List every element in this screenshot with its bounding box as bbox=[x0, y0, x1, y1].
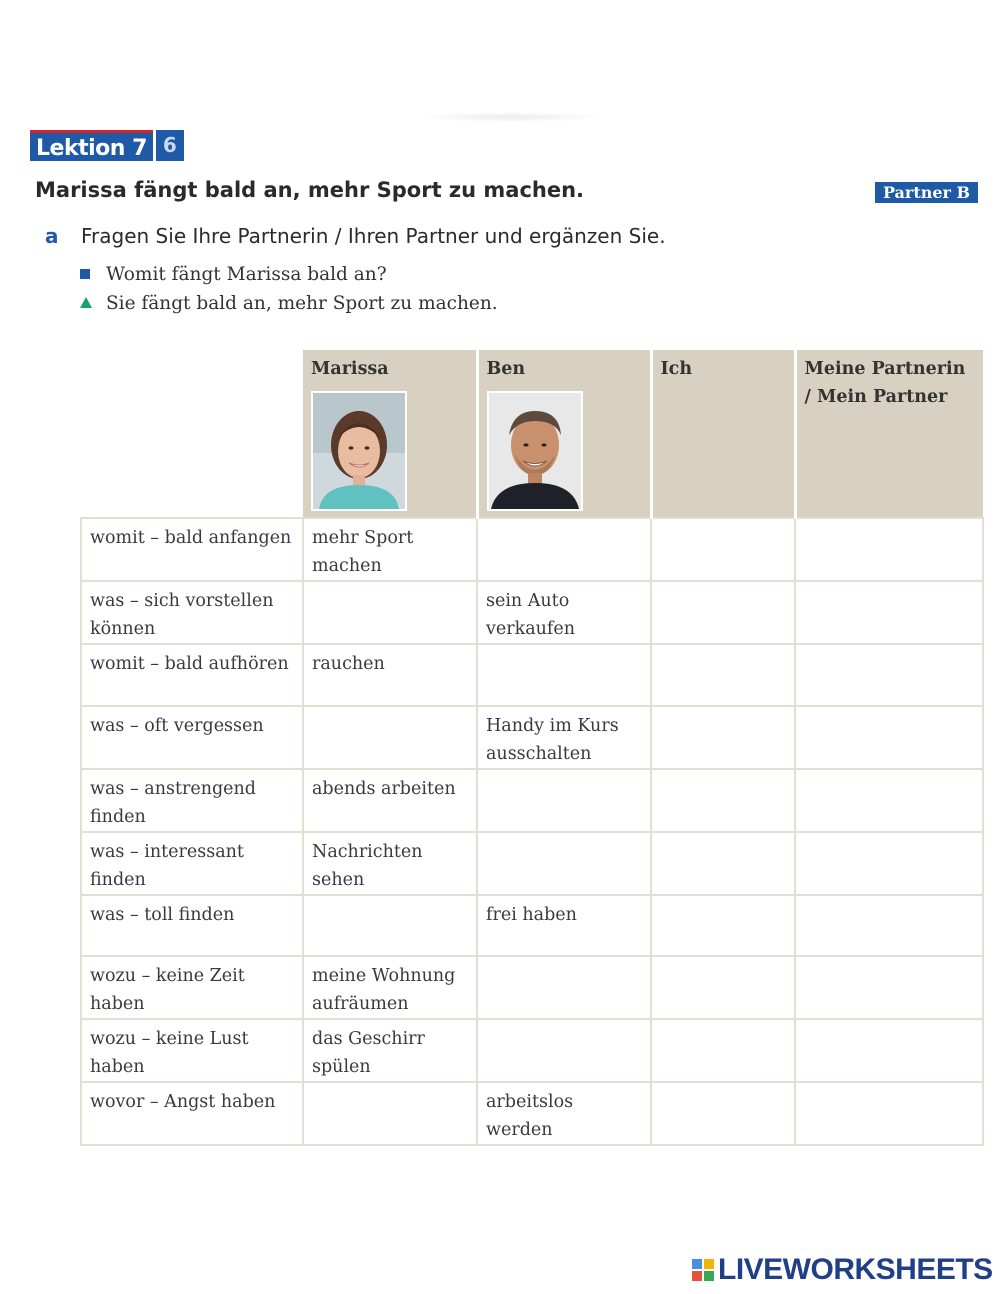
ben-cell: Handy im Kurs ausschalten bbox=[477, 706, 651, 769]
ich-answer-field[interactable] bbox=[651, 1082, 795, 1145]
liveworksheets-logo bbox=[692, 1253, 993, 1287]
marissa-cell: Nachrichten sehen bbox=[303, 832, 477, 895]
ich-answer-field[interactable] bbox=[651, 518, 795, 581]
prompt-cell: was – interessant finden bbox=[81, 832, 303, 895]
ich-answer-field[interactable] bbox=[651, 706, 795, 769]
ben-answer-field[interactable] bbox=[477, 518, 651, 581]
table-row bbox=[81, 832, 983, 895]
header-partner bbox=[795, 350, 983, 518]
ben-answer-field[interactable] bbox=[477, 769, 651, 832]
table-row bbox=[81, 644, 983, 706]
marissa-answer-field[interactable] bbox=[303, 1082, 477, 1145]
liveworksheets-logo-icon bbox=[692, 1259, 714, 1281]
table-row bbox=[81, 581, 983, 644]
ben-answer-field[interactable] bbox=[477, 1019, 651, 1082]
table-row bbox=[81, 895, 983, 956]
header-blank bbox=[81, 350, 303, 518]
example-question bbox=[80, 264, 387, 285]
prompt-cell: was – oft vergessen bbox=[81, 706, 303, 769]
prompt-cell: was – anstrengend finden bbox=[81, 769, 303, 832]
marissa-cell: das Geschirr spülen bbox=[303, 1019, 477, 1082]
ben-cell: arbeitslos werden bbox=[477, 1082, 651, 1145]
lesson-badge bbox=[30, 130, 184, 161]
lesson-number: 6 bbox=[156, 130, 184, 161]
ben-answer-field[interactable] bbox=[477, 832, 651, 895]
ich-answer-field[interactable] bbox=[651, 1019, 795, 1082]
task-letter: a bbox=[45, 224, 59, 248]
lesson-label: Lektion 7 bbox=[30, 130, 153, 161]
ich-answer-field[interactable] bbox=[651, 769, 795, 832]
ben-answer-field[interactable] bbox=[477, 956, 651, 1019]
ich-answer-field[interactable] bbox=[651, 895, 795, 956]
prompt-cell: womit – bald anfangen bbox=[81, 518, 303, 581]
prompt-cell: was – sich vorstellen können bbox=[81, 581, 303, 644]
ich-answer-field[interactable] bbox=[651, 644, 795, 706]
square-bullet-icon bbox=[80, 269, 90, 279]
table-row bbox=[81, 706, 983, 769]
ich-answer-field[interactable] bbox=[651, 581, 795, 644]
liveworksheets-logo-text: LIVEWORKSHEETS bbox=[718, 1253, 993, 1286]
partner-answer-field[interactable] bbox=[795, 644, 983, 706]
table-row bbox=[81, 518, 983, 581]
table-row bbox=[81, 769, 983, 832]
partner-answer-field[interactable] bbox=[795, 895, 983, 956]
prompt-cell: wovor – Angst haben bbox=[81, 1082, 303, 1145]
ben-cell: frei haben bbox=[477, 895, 651, 956]
prompt-cell: wozu – keine Zeit haben bbox=[81, 956, 303, 1019]
partner-answer-field[interactable] bbox=[795, 518, 983, 581]
ben-answer-field[interactable] bbox=[477, 644, 651, 706]
marissa-answer-field[interactable] bbox=[303, 895, 477, 956]
page-title: Marissa fängt bald an, mehr Sport zu machen. bbox=[35, 178, 585, 202]
exercise-table bbox=[80, 350, 984, 1146]
marissa-answer-field[interactable] bbox=[303, 581, 477, 644]
header-label: Ich bbox=[660, 359, 693, 379]
marissa-cell: abends arbeiten bbox=[303, 769, 477, 832]
table-row bbox=[81, 1019, 983, 1082]
table-row bbox=[81, 956, 983, 1019]
example-question-text: Womit fängt Marissa bald an? bbox=[106, 264, 387, 285]
header-ben bbox=[477, 350, 651, 518]
marissa-photo bbox=[311, 391, 407, 511]
page-shadow bbox=[415, 112, 605, 122]
ich-answer-field[interactable] bbox=[651, 832, 795, 895]
ben-photo bbox=[487, 391, 583, 511]
marissa-cell: rauchen bbox=[303, 644, 477, 706]
marissa-answer-field[interactable] bbox=[303, 706, 477, 769]
prompt-cell: was – toll finden bbox=[81, 895, 303, 956]
triangle-bullet-icon bbox=[80, 297, 92, 308]
partner-answer-field[interactable] bbox=[795, 1019, 983, 1082]
partner-answer-field[interactable] bbox=[795, 832, 983, 895]
partner-answer-field[interactable] bbox=[795, 581, 983, 644]
task-text: Fragen Sie Ihre Partnerin / Ihren Partner und ergänzen Sie. bbox=[81, 224, 666, 248]
header-label: Ben bbox=[486, 359, 526, 379]
ich-answer-field[interactable] bbox=[651, 956, 795, 1019]
header-label: Marissa bbox=[311, 359, 389, 379]
ben-cell: sein Auto verkaufen bbox=[477, 581, 651, 644]
task-instruction bbox=[45, 224, 666, 248]
header-label: Meine Partnerin / Mein Partner bbox=[804, 359, 966, 407]
prompt-cell: womit – bald aufhören bbox=[81, 644, 303, 706]
partner-answer-field[interactable] bbox=[795, 706, 983, 769]
example-answer-text: Sie fängt bald an, mehr Sport zu machen. bbox=[106, 293, 498, 314]
marissa-cell: mehr Sport machen bbox=[303, 518, 477, 581]
partner-answer-field[interactable] bbox=[795, 769, 983, 832]
partner-answer-field[interactable] bbox=[795, 1082, 983, 1145]
example-answer bbox=[80, 293, 498, 314]
prompt-cell: wozu – keine Lust haben bbox=[81, 1019, 303, 1082]
marissa-cell: meine Wohnung aufräumen bbox=[303, 956, 477, 1019]
table-row bbox=[81, 1082, 983, 1145]
partner-answer-field[interactable] bbox=[795, 956, 983, 1019]
partner-badge: Partner B bbox=[875, 182, 978, 203]
header-ich bbox=[651, 350, 795, 518]
header-marissa bbox=[303, 350, 477, 518]
